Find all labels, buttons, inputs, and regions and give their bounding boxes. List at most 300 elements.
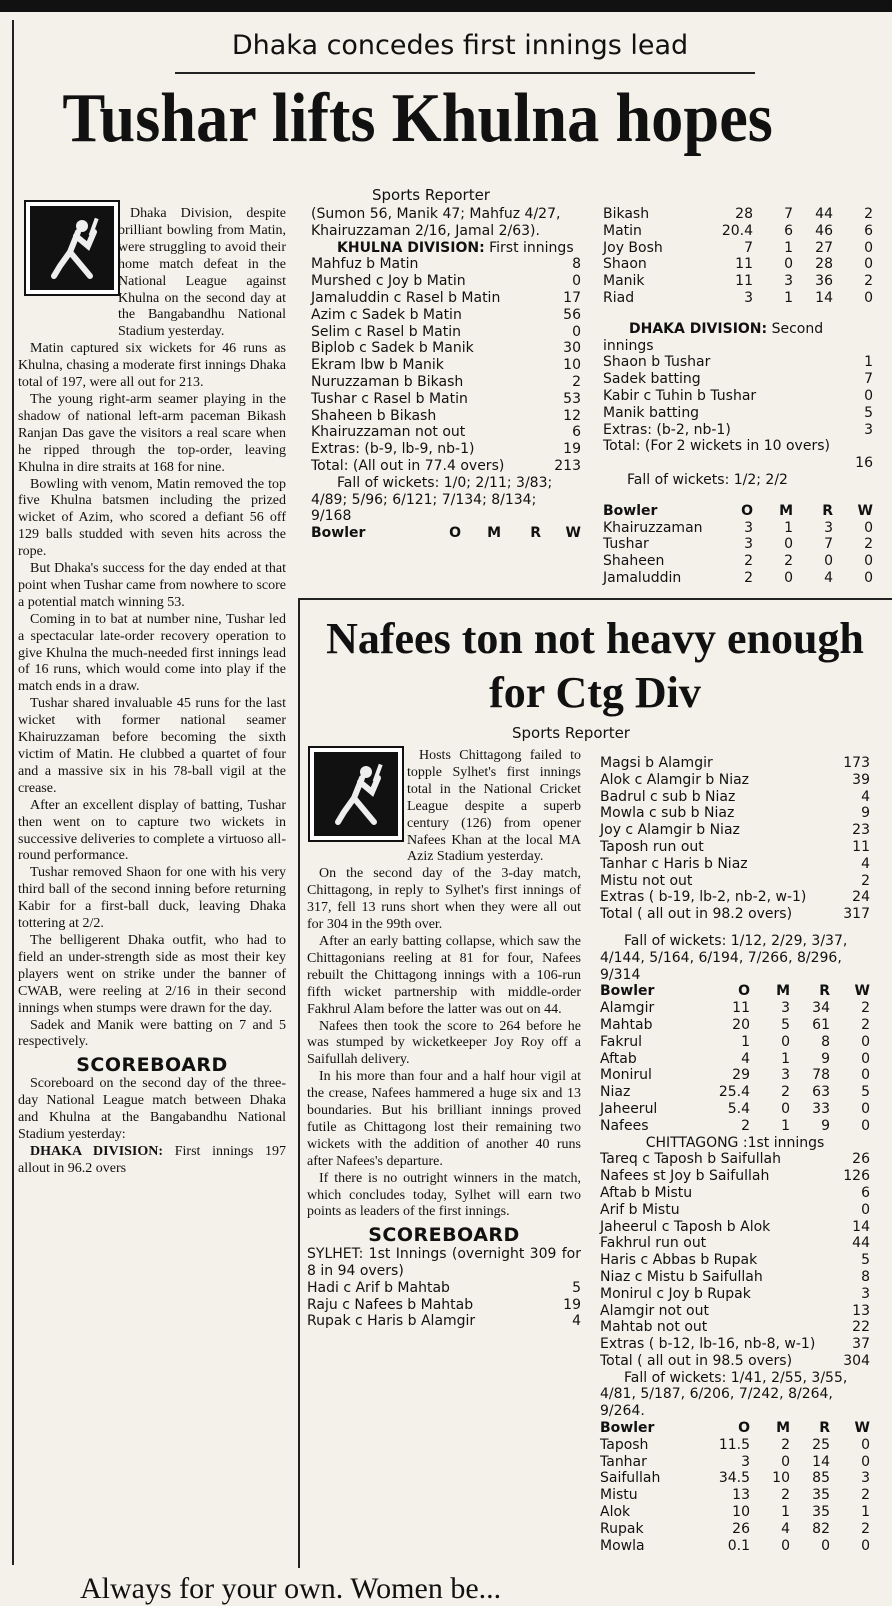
- ctg-bowling-row-cell: 5: [861, 1084, 870, 1101]
- khulna-bowling-row-cell: 2: [864, 536, 873, 553]
- ctg-batting-row: [600, 1235, 870, 1252]
- dhaka-bowling-row-cell: 0: [864, 256, 873, 273]
- khulna-bowling-row-cell: 1: [784, 519, 793, 536]
- dhaka-second-batting-row: [603, 422, 873, 439]
- ctg-bowling-row-cell: 9: [821, 1050, 830, 1067]
- ctg-batting-row: [600, 1286, 870, 1303]
- ctg-bowling-row-cell: 5.4: [727, 1100, 750, 1117]
- khulna-batting-row-label: Tushar c Rasel b Matin: [311, 390, 468, 407]
- dhaka-bowling-row-cell: Riad: [603, 289, 635, 306]
- dhaka-second-batting-row-value: 1: [864, 354, 873, 371]
- sylhet-batting-row: [600, 906, 870, 923]
- sylhet-bowling-row-cell: 10: [732, 1504, 750, 1521]
- story2-box-left: [298, 598, 300, 1568]
- sylhet-bowling-row-cell: Alok: [600, 1504, 631, 1521]
- ctg-bowling-row-cell: 78: [812, 1067, 830, 1084]
- dhaka-bowling-row-cell: 2: [864, 206, 873, 222]
- khulna-bowling-row-cell: 4: [824, 569, 833, 586]
- ctg-batting-row-label: Nafees st Joy b Saifullah: [600, 1168, 770, 1185]
- dhaka-bowling-row-cell: 0: [864, 239, 873, 256]
- sylhet-bowling-row-cell: 25: [812, 1436, 830, 1453]
- sylhet-batting-row: [600, 805, 870, 822]
- sylhet-batting-row-value: 2: [861, 872, 870, 889]
- sylhet-batting-row-value: 11: [852, 838, 870, 855]
- sylhet-batting-row-value: 24: [852, 889, 870, 906]
- ctg-bowling-row: [600, 1000, 870, 1017]
- khulna-fow: Fall of wickets: 1/0; 2/11; 3/83; 4/89; 5/96; 6/121; 7/134; 8/134; 9/168: [311, 474, 553, 525]
- sylhet-bowling-row-cell: 1: [861, 1504, 870, 1521]
- dhaka-second-total-value: 16: [855, 455, 873, 472]
- ctg-bowling-row-cell: 0: [781, 1100, 790, 1117]
- ctg-batting-row: [600, 1252, 870, 1269]
- bowling-header-cell: M: [487, 525, 501, 542]
- sylhet-bowling-row-cell: 2: [781, 1487, 790, 1504]
- story1-column2: [311, 206, 581, 542]
- story2-column1: [307, 748, 581, 1330]
- khulna-bowling-row-cell: 0: [784, 536, 793, 553]
- khulna-batting-row: [311, 391, 581, 408]
- bowling-header-cell: R: [819, 983, 830, 1000]
- sylhet-bowling-row-cell: Saifullah: [600, 1470, 661, 1487]
- sylhet-bowling-row-cell: 2: [781, 1436, 790, 1453]
- ctg-batting-row-label: Aftab b Mistu: [600, 1184, 693, 1201]
- ctg-bowling-row: [600, 1017, 870, 1034]
- sylhet-batting-row-value: 4: [572, 1313, 581, 1330]
- khulna-bowling-row-cell: 3: [744, 536, 753, 553]
- dhaka-bowling-row-cell: 2: [864, 273, 873, 290]
- ctg-fow: Fall of wickets: 1/41, 2/55, 3/55, 4/81, 5/187, 6/206, 7/242, 8/264, 9/264.: [600, 1369, 848, 1420]
- ctg-bowling-row-cell: 5: [781, 1016, 790, 1033]
- ctg-bowling-row-cell: 2: [781, 1084, 790, 1101]
- sylhet-bowling-row-cell: 11.5: [718, 1436, 750, 1453]
- sylhet-bowling-row: [600, 1487, 870, 1504]
- ctg-bowling-row-cell: 34: [812, 1000, 830, 1017]
- khulna-bowling-row-cell: Khairuzzaman: [603, 519, 703, 536]
- khulna-batting-row: [311, 357, 581, 374]
- bowling-header-cell: Bowler: [600, 1420, 655, 1437]
- sylhet-batting-row-label: Taposh run out: [600, 838, 704, 855]
- dhaka-bowling-row-cell: Matin: [603, 222, 642, 239]
- ctg-bowling-row-cell: 11: [732, 1000, 750, 1017]
- dhaka-bowling-row-cell: 14: [815, 289, 833, 306]
- story1-scoreboard-intro: Scoreboard on the second day of the three-day National League match between Dhaka and Khulna at the Bangabandhu National Stadium yesterday:: [18, 1076, 286, 1142]
- bowling-header: [311, 525, 581, 542]
- kicker: Dhaka concedes first innings lead: [231, 30, 689, 61]
- sylhet-bowling-row-cell: 0: [861, 1436, 870, 1453]
- khulna-batting-row-label: Murshed c Joy b Matin: [311, 273, 466, 290]
- sylhet-bowling-row-cell: 34.5: [718, 1470, 750, 1487]
- sylhet-bowling-row-cell: 2: [861, 1520, 870, 1537]
- story2-paragraph: On the second day of the 3-day match, Chittagong, in reply to Sylhet's first innings of 317, fell 13 runs short when they were all out for 304 in the 99th over.: [307, 866, 581, 933]
- dhaka-second-batting-row: [603, 371, 873, 388]
- sylhet-bowling-row: [600, 1538, 870, 1555]
- khulna-batting-row-label: Azim c Sadek b Matin: [311, 306, 462, 323]
- ctg-bowling-row-cell: Monirul: [600, 1067, 652, 1084]
- dhaka-first-cont: (Sumon 56, Manik 47; Mahfuz 4/27, Khairuzzaman 2/16, Jamal 2/63).: [311, 206, 561, 239]
- sylhet-bowling-row-cell: 0: [861, 1453, 870, 1470]
- khulna-batting-row: [311, 324, 581, 341]
- sylhet-batting-row: [600, 755, 870, 772]
- sylhet-batting-row-value: 173: [843, 755, 870, 771]
- sylhet-bowling-row-cell: 4: [781, 1520, 790, 1537]
- sylhet-bowling-row-cell: 1: [781, 1504, 790, 1521]
- ctg-innings-head: CHITTAGONG :1st innings: [645, 1134, 825, 1151]
- story1-column3: [603, 206, 873, 587]
- khulna-bowling-row-cell: 3: [824, 519, 833, 536]
- ctg-bowling-row-cell: Fakrul: [600, 1033, 642, 1050]
- ctg-batting-row: [600, 1151, 870, 1168]
- khulna-batting-row-value: 56: [563, 306, 581, 323]
- ctg-bowling-row-cell: 63: [812, 1084, 830, 1101]
- ctg-batting-row-value: 26: [852, 1151, 870, 1168]
- ctg-batting-row-label: Fakhrul run out: [600, 1235, 707, 1252]
- bowling-header: [603, 503, 873, 520]
- ctg-batting-row-value: 14: [852, 1218, 870, 1235]
- bowling-header-cell: R: [530, 525, 541, 542]
- ctg-batting-row-value: 304: [843, 1352, 870, 1369]
- ctg-bowling-row-cell: Alamgir: [600, 1000, 655, 1017]
- bowling-header-cell: Bowler: [311, 525, 366, 542]
- kicker-rule: [175, 72, 755, 74]
- sylhet-batting-row: [307, 1313, 581, 1330]
- ctg-batting-row-value: 5: [861, 1252, 870, 1269]
- ctg-bowling-row-cell: 0: [781, 1033, 790, 1050]
- ctg-bowling-row: [600, 1118, 870, 1135]
- dhaka-bowling-row-cell: 11: [735, 256, 753, 273]
- bowling-header-cell: R: [822, 502, 833, 519]
- sylhet-bowling-row: [600, 1470, 870, 1487]
- sylhet-batting-row-value: 317: [843, 906, 870, 923]
- khulna-bowling-row-cell: Shaheen: [603, 553, 665, 570]
- khulna-bowling-row: [603, 570, 873, 587]
- ctg-bowling-row-cell: 0: [861, 1033, 870, 1050]
- sylhet-batting-row-label: Extras ( b-19, lb-2, nb-2, w-1): [600, 889, 807, 906]
- bowling-header-cell: M: [779, 502, 793, 519]
- sylhet-batting-row: [600, 789, 870, 806]
- khulna-batting-row: [311, 424, 581, 441]
- story2-paragraph: If there is no outright winners in the match, which concludes today, Sylhet will earn two points as leaders of the first innings.: [307, 1170, 581, 1220]
- ctg-batting-row: [600, 1303, 870, 1320]
- sylhet-batting-row-value: 4: [861, 855, 870, 872]
- sylhet-batting-row-value: 4: [861, 788, 870, 805]
- sylhet-batting-row-value: 39: [852, 771, 870, 788]
- bowling-header-cell: O: [738, 983, 750, 1000]
- ctg-batting-row: [600, 1319, 870, 1336]
- ctg-batting-row-label: Total ( all out in 98.5 overs): [600, 1352, 793, 1369]
- sylhet-batting-row-label: Mistu not out: [600, 872, 693, 889]
- bowling-header-cell: W: [565, 525, 581, 542]
- story2-lede: Hosts Chittagong failed to topple Sylhet's first innings total in the National Cricket League despite a superb century (126) from opener Nafees Khan at the local MA Aziz Stadium yesterday.: [407, 748, 581, 865]
- ctg-batting-row-label: Alamgir not out: [600, 1302, 709, 1319]
- khulna-bowling-row-cell: 2: [784, 553, 793, 570]
- ctg-bowling-row-cell: Niaz: [600, 1084, 631, 1101]
- khulna-bowling-row-cell: 2: [744, 553, 753, 570]
- dhaka-bowling-row-cell: 28: [815, 256, 833, 273]
- story1-paragraph: Sadek and Manik were batting on 7 and 5 respectively.: [18, 1017, 286, 1050]
- khulna-bowling-row: [603, 553, 873, 570]
- ctg-batting-row: [600, 1219, 870, 1236]
- khulna-bowling-row: [603, 536, 873, 553]
- sylhet-batting-row: [307, 1297, 581, 1314]
- khulna-bowling-row-cell: 0: [824, 553, 833, 570]
- sylhet-bowling-row-cell: 13: [732, 1487, 750, 1504]
- dhaka-second-batting-row-value: 0: [864, 387, 873, 404]
- dhaka-bowling-row-cell: 3: [744, 289, 753, 306]
- ctg-batting-row-value: 6: [861, 1184, 870, 1201]
- ctg-bowling-row-cell: 4: [741, 1050, 750, 1067]
- khulna-batting-row-value: 2: [572, 373, 581, 390]
- dhaka-second-batting-row: [603, 354, 873, 371]
- dhaka-bowling-row-cell: 28: [735, 206, 753, 222]
- ctg-bowling-row: [600, 1084, 870, 1101]
- ctg-bowling-row-cell: Jaheerul: [600, 1100, 658, 1117]
- dhaka-second-batting-row-value: 5: [864, 404, 873, 421]
- dhaka-bowling-row-cell: 44: [815, 206, 833, 222]
- sylhet-batting-row-label: Raju c Nafees b Mahtab: [307, 1296, 474, 1313]
- khulna-batting-row-value: 8: [572, 256, 581, 273]
- khulna-batting-row-label: Nuruzzaman b Bikash: [311, 373, 464, 390]
- ctg-bowling-row: [600, 1051, 870, 1068]
- ctg-batting-row-value: 126: [843, 1168, 870, 1185]
- ctg-bowling-row-cell: 3: [781, 1067, 790, 1084]
- dhaka-bowling-row: [603, 206, 873, 223]
- sylhet-head: SYLHET: 1st Innings (overnight 309 for 8 in 94 overs): [307, 1246, 581, 1280]
- dhaka-second-batting-row-label: Sadek batting: [603, 371, 701, 388]
- sylhet-bowling-row-cell: 0.1: [727, 1537, 750, 1554]
- sylhet-batting-row: [307, 1280, 581, 1297]
- sylhet-bowling-row-cell: 0: [781, 1537, 790, 1554]
- ctg-bowling-row: [600, 1034, 870, 1051]
- dhaka-bowling-row-cell: 6: [784, 222, 793, 239]
- dhaka-second-batting-row: [603, 405, 873, 422]
- sylhet-bowling-row-cell: 3: [741, 1453, 750, 1470]
- sylhet-batting-row: [600, 822, 870, 839]
- ctg-bowling-row-cell: 8: [821, 1033, 830, 1050]
- ctg-batting-row-label: Monirul c Joy b Rupak: [600, 1285, 751, 1302]
- dhaka-bowling-row-cell: Bikash: [603, 206, 650, 222]
- bowling-header-cell: O: [449, 525, 461, 542]
- khulna-batting-row-label: Shaheen b Bikash: [311, 407, 437, 424]
- ctg-batting-row-value: 44: [852, 1235, 870, 1252]
- khulna-batting-row-label: Jamaluddin c Rasel b Matin: [311, 289, 501, 306]
- bowling-header: [600, 983, 870, 1000]
- sylhet-bowling-row-cell: 0: [861, 1537, 870, 1554]
- sylhet-batting-row-label: Mowla c sub b Niaz: [600, 805, 735, 822]
- story1-paragraph: After an excellent display of batting, Tushar then went on to capture two wickets in successive deliveries to complete a virtuoso all-round performance.: [18, 797, 286, 864]
- sylhet-batting-row-label: Badrul c sub b Niaz: [600, 788, 736, 805]
- sylhet-bowling-row: [600, 1521, 870, 1538]
- story1-paragraph: The young right-arm seamer playing in the shadow of national left-arm paceman Bikash Ranjan Das gave the visitors a real scare when he ripped through the top-order, leaving Khulna in dire straits at 168 for nine.: [18, 391, 286, 475]
- story1-paragraph: But Dhaka's success for the day ended at that point when Tushar came from nowhere to score a potential match winning 53.: [18, 561, 286, 610]
- dhaka-bowling-row-cell: 7: [744, 239, 753, 256]
- bowling-header-cell: O: [741, 502, 753, 519]
- sylhet-batting-row: [600, 839, 870, 856]
- sylhet-batting-row-label: Total ( all out in 98.2 overs): [600, 906, 793, 923]
- sylhet-bowling-row-cell: 85: [812, 1470, 830, 1487]
- ctg-batting-row: [600, 1269, 870, 1286]
- sylhet-bowling-row-cell: 14: [812, 1453, 830, 1470]
- dhaka-bowling-row: [603, 223, 873, 240]
- khulna-text: First innings: [484, 239, 574, 256]
- ctg-bowling-row-cell: 2: [861, 1000, 870, 1017]
- ctg-batting-row-value: 0: [861, 1201, 870, 1218]
- dhaka-second-batting-row-label: Extras: (b-2, nb-1): [603, 421, 731, 438]
- khulna-batting-row: [311, 340, 581, 357]
- sylhet-bowling-row-cell: 35: [812, 1504, 830, 1521]
- khulna-batting-row: [311, 307, 581, 324]
- ctg-batting-row-label: Jaheerul c Taposh b Alok: [600, 1218, 771, 1235]
- khulna-bowling-row-cell: 0: [864, 553, 873, 570]
- dhaka-bowling-row-cell: 0: [864, 289, 873, 306]
- story2-paragraph: Nafees then took the score to 264 before he was stumped by wicketkeeper Joy Roy off a Saifullah delivery.: [307, 1018, 581, 1068]
- ctg-batting-row-label: Extras ( b-12, lb-16, nb-8, w-1): [600, 1336, 816, 1353]
- ctg-bowling-row-cell: Mahtab: [600, 1016, 653, 1033]
- khulna-batting-row-label: Extras: (b-9, lb-9, nb-1): [311, 441, 475, 458]
- dhaka-second-batting-row-value: 7: [864, 371, 873, 388]
- ctg-bowling-row-cell: Nafees: [600, 1117, 649, 1134]
- ctg-batting-row-label: Mahtab not out: [600, 1319, 708, 1336]
- bowling-header-cell: R: [819, 1420, 830, 1437]
- headline2: Nafees ton not heavy enough for Ctg Div: [326, 614, 864, 717]
- ctg-bowling-row-cell: 2: [861, 1016, 870, 1033]
- dhaka-bowling-row: [603, 290, 873, 307]
- story1-paragraph: Matin captured six wickets for 46 runs as Khulna, chasing a moderate first innings Dhaka total of 197, were all out for 213.: [18, 341, 286, 391]
- khulna-bowling-row-cell: Tushar: [603, 536, 649, 553]
- ctg-bowling-row-cell: 9: [821, 1117, 830, 1134]
- dhaka-bowling-row: [603, 240, 873, 257]
- sylhet-bowling-row-cell: 10: [772, 1470, 790, 1487]
- story2-paragraph: In his more than four and a half hour vigil at the crease, Nafees hammered a huge six and 13 boundaries. But his brilliant innings proved futile as Chittagong lost their remaining two wickets with the addition of another 40 runs after Nafees's departure.: [307, 1069, 581, 1169]
- khulna-batting-row: [311, 290, 581, 307]
- story2-scoreboard-heading: SCOREBOARD: [368, 1224, 520, 1247]
- sylhet-bowling-row-cell: Tanhar: [600, 1453, 647, 1470]
- sylhet-batting-row-label: Magsi b Alamgir: [600, 755, 713, 771]
- dhaka-second-total: Total: (For 2 wickets in 10 overs): [603, 438, 830, 455]
- ctg-batting-row: [600, 1168, 870, 1185]
- story1-lede: Dhaka Division, despite brilliant bowling from Matin, were struggling to avoid their home match defeat in the National League against Khulna on the second day at the Bangabandhu National Stadium yesterday.: [118, 206, 286, 340]
- ctg-bowling-row-cell: 0: [861, 1117, 870, 1134]
- ctg-bowling-row-cell: 61: [812, 1016, 830, 1033]
- sylhet-batting-row-label: Alok c Alamgir b Niaz: [600, 771, 750, 788]
- khulna-batting-row-label: Ekram lbw b Manik: [311, 357, 444, 374]
- dhaka-bowling-row-cell: 27: [815, 239, 833, 256]
- ctg-bowling-row-cell: 0: [861, 1100, 870, 1117]
- sylhet-bowling-row-cell: 26: [732, 1520, 750, 1537]
- khulna-batting-row-value: 0: [572, 323, 581, 340]
- next-headline-fragment: Always for your own. Women be...: [80, 1572, 502, 1605]
- top-border: [0, 0, 892, 12]
- dhaka-bowling-row-cell: 46: [815, 222, 833, 239]
- sylhet-batting-row: [600, 889, 870, 906]
- story1-paragraph: Tushar shared invaluable 45 runs for the last wicket with former national seamer Khairuzzaman before becoming the sixth victim of Matin. He clubbed a quartet of four and a massive six in his 78-ball vigil at the crease.: [18, 696, 286, 796]
- sylhet-batting-row-label: Rupak c Haris b Alamgir: [307, 1313, 476, 1330]
- dhaka-second-label: DHAKA DIVISION:: [629, 320, 768, 337]
- dhaka-bowling-row-cell: Shaon: [603, 256, 647, 273]
- dhaka-bowling-row-cell: 0: [784, 256, 793, 273]
- khulna-bowling-row-cell: 3: [744, 519, 753, 536]
- story1-paragraph: Bowling with venom, Matin removed the top five Khulna batsmen including the prized wicket of Azim, who scored a defiant 56 off 129 balls studded with seven hits across the rope.: [18, 476, 286, 560]
- khulna-batting-row: [311, 408, 581, 425]
- sylhet-bowling-row-cell: Mowla: [600, 1537, 645, 1554]
- ctg-batting-row-label: Niaz c Mistu b Saifullah: [600, 1268, 763, 1285]
- khulna-batting-row: [311, 273, 581, 290]
- byline2: Sports Reporter: [512, 724, 630, 742]
- left-column-rule: [12, 20, 14, 1565]
- dhaka-bowling-row: [603, 273, 873, 290]
- ctg-bowling-row-cell: 29: [732, 1067, 750, 1084]
- dhaka-bowling-row-cell: 36: [815, 273, 833, 290]
- sylhet-batting-row: [600, 873, 870, 890]
- khulna-batting-row: [311, 256, 581, 273]
- ctg-bowling-row-cell: 0: [861, 1050, 870, 1067]
- ctg-bowling-row-cell: 1: [781, 1050, 790, 1067]
- khulna-bowling-row-cell: 0: [784, 569, 793, 586]
- sylhet-bowling-row-cell: 2: [861, 1487, 870, 1504]
- sylhet-batting-row-value: 9: [861, 805, 870, 822]
- dhaka-bowling-row-cell: 11: [735, 273, 753, 290]
- dhaka-bowling-row: [603, 256, 873, 273]
- sylhet-bowling-row-cell: 35: [812, 1487, 830, 1504]
- ctg-batting-row-value: 3: [861, 1285, 870, 1302]
- khulna-batting-row-value: 53: [563, 390, 581, 407]
- ctg-batting-row-label: Arif b Mistu: [600, 1201, 680, 1218]
- ctg-bowling-row-cell: 3: [781, 1000, 790, 1017]
- sylhet-bowling-row: [600, 1454, 870, 1471]
- ctg-batting-row-value: 37: [852, 1336, 870, 1353]
- byline: Sports Reporter: [372, 186, 490, 204]
- bowling-header-cell: Bowler: [600, 983, 655, 1000]
- dhaka-first-text: First innings 197 allout in 96.2 overs: [18, 1143, 287, 1176]
- dhaka-second-text: Second innings: [603, 320, 824, 354]
- sylhet-batting-row-value: 5: [572, 1279, 581, 1296]
- dhaka-bowling-row-cell: 7: [784, 206, 793, 222]
- khulna-batting-row-value: 213: [554, 457, 581, 474]
- ctg-batting-row: [600, 1336, 870, 1353]
- ctg-bowling-row-cell: 0: [861, 1067, 870, 1084]
- sylhet-fow: Fall of wickets: 1/12, 2/29, 3/37, 4/144, 5/164, 6/194, 7/266, 8/296, 9/314: [600, 932, 848, 983]
- ctg-bowling-row-cell: Aftab: [600, 1050, 637, 1067]
- sylhet-bowling-row-cell: 82: [812, 1520, 830, 1537]
- bowling-header-cell: O: [738, 1420, 750, 1437]
- story1-paragraph: Tushar removed Shaon for one with his very third ball of the second inning before returning Kabir for a first-ball duck, leaving Dhaka tottering at 2/2.: [18, 865, 286, 932]
- khulna-batting-row-label: Selim c Rasel b Matin: [311, 323, 462, 340]
- dhaka-second-batting-row-label: Shaon b Tushar: [603, 354, 711, 371]
- khulna-label: KHULNA DIVISION:: [337, 239, 485, 256]
- dhaka-second-batting-row-label: Kabir c Tuhin b Tushar: [603, 387, 757, 404]
- sylhet-batting-row-label: Tanhar c Haris b Niaz: [600, 855, 748, 872]
- sylhet-bowling-row-cell: Taposh: [600, 1436, 649, 1453]
- headline: Tushar lifts Khulna hopes: [62, 80, 773, 157]
- sylhet-bowling-row-cell: 0: [821, 1537, 830, 1554]
- khulna-batting-row: [311, 374, 581, 391]
- bowling-header: [600, 1420, 870, 1437]
- sylhet-batting-row-value: 23: [852, 822, 870, 839]
- ctg-bowling-row: [600, 1101, 870, 1118]
- dhaka-bowling-row-cell: 1: [784, 289, 793, 306]
- ctg-batting-row-label: Haris c Abbas b Rupak: [600, 1252, 758, 1269]
- khulna-batting-row: [311, 458, 581, 475]
- khulna-bowling-row-cell: 7: [824, 536, 833, 553]
- dhaka-second-batting-row: [603, 388, 873, 405]
- ctg-bowling-row-cell: 1: [781, 1117, 790, 1134]
- khulna-batting-row-value: 17: [563, 289, 581, 306]
- khulna-batting-row-label: Khairuzzaman not out: [311, 424, 466, 441]
- khulna-bowling-row-cell: 0: [864, 519, 873, 536]
- sylhet-batting-row-label: Hadi c Arif b Mahtab: [307, 1279, 450, 1296]
- khulna-batting-row-value: 19: [563, 441, 581, 458]
- khulna-batting-row-label: Biplob c Sadek b Manik: [311, 340, 474, 357]
- dhaka-bowling-row-cell: 3: [784, 273, 793, 290]
